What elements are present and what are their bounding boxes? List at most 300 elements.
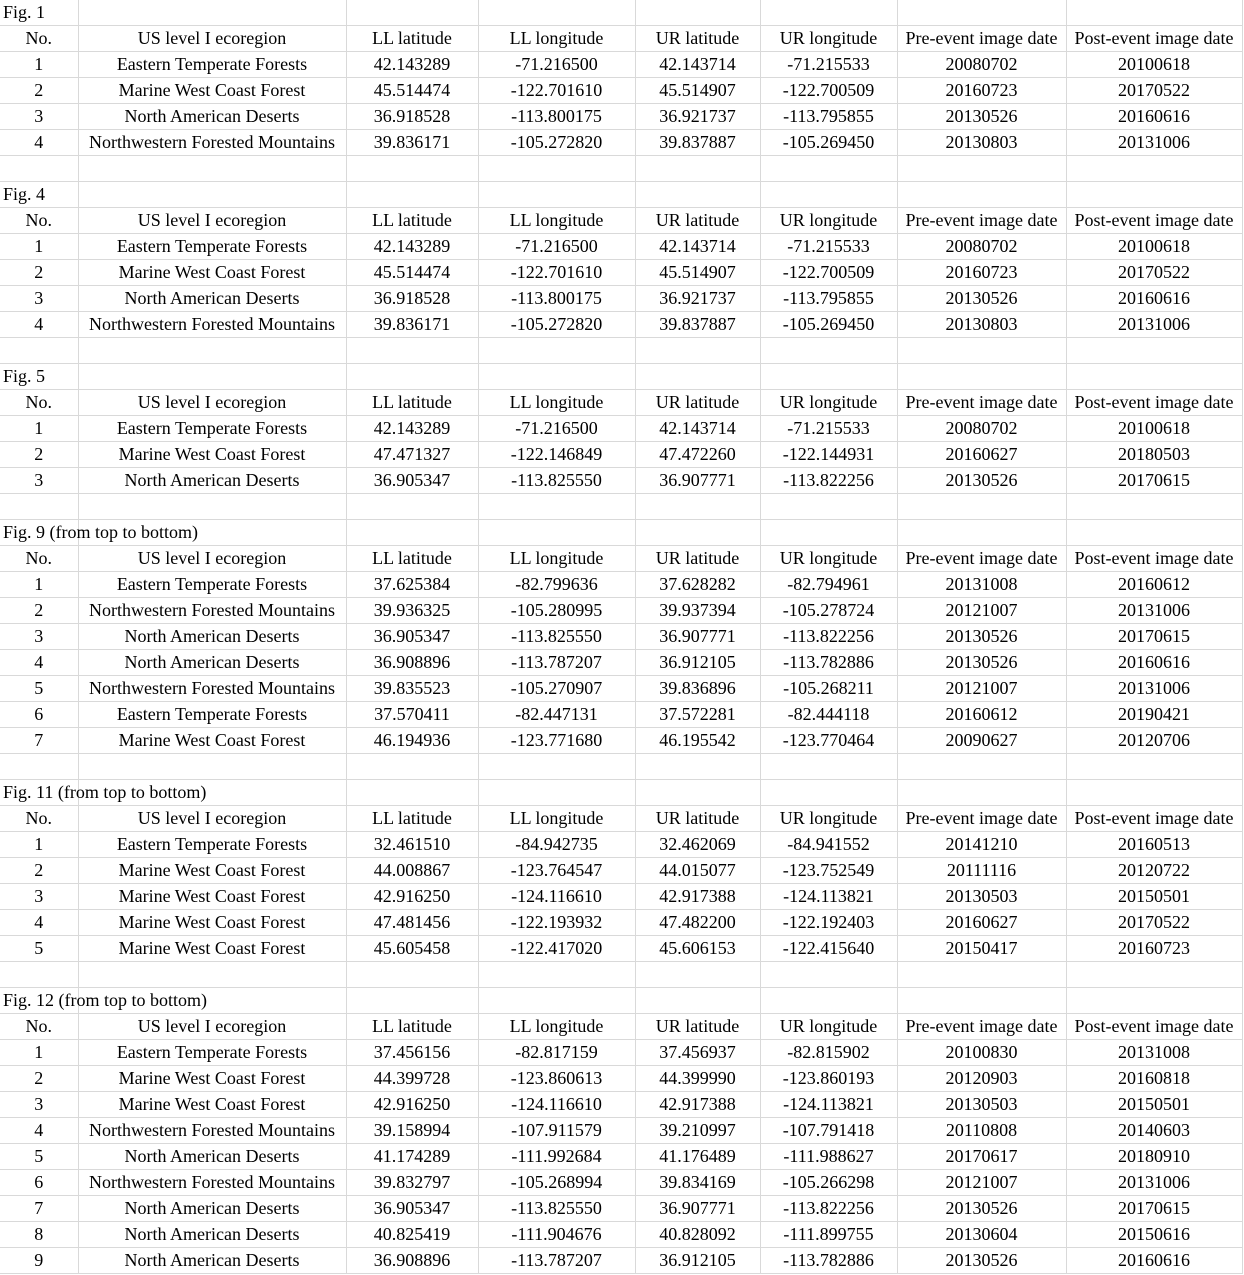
data-cell[interactable]: 20141210 — [897, 832, 1066, 858]
data-cell[interactable]: 20170615 — [1066, 1196, 1242, 1222]
column-header-cell[interactable]: Post-event image date — [1066, 390, 1242, 416]
data-cell[interactable]: Eastern Temperate Forests — [78, 52, 346, 78]
section-title-cell[interactable] — [0, 520, 198, 546]
data-cell[interactable]: -111.992684 — [478, 1144, 635, 1170]
data-cell[interactable]: North American Deserts — [78, 1222, 346, 1248]
empty-cell[interactable] — [760, 520, 897, 546]
column-header-cell[interactable]: LL longitude — [478, 1014, 635, 1040]
data-cell[interactable]: -105.272820 — [478, 312, 635, 338]
data-cell[interactable]: -71.215533 — [760, 52, 897, 78]
column-header-cell[interactable]: US level I ecoregion — [78, 390, 346, 416]
data-cell[interactable]: 20130526 — [897, 1196, 1066, 1222]
data-cell[interactable]: Northwestern Forested Mountains — [78, 130, 346, 156]
empty-cell[interactable] — [635, 494, 760, 520]
data-cell[interactable]: 8 — [0, 1222, 78, 1248]
data-cell[interactable]: 9 — [0, 1248, 78, 1274]
data-cell[interactable]: North American Deserts — [78, 468, 346, 494]
data-cell[interactable]: 20120706 — [1066, 728, 1242, 754]
empty-cell[interactable] — [1066, 182, 1242, 208]
data-cell[interactable]: 42.143714 — [635, 234, 760, 260]
data-cell[interactable]: Eastern Temperate Forests — [78, 416, 346, 442]
data-cell[interactable]: Northwestern Forested Mountains — [78, 1118, 346, 1144]
data-cell[interactable]: -107.791418 — [760, 1118, 897, 1144]
empty-cell[interactable] — [1066, 754, 1242, 780]
empty-cell[interactable] — [346, 754, 478, 780]
empty-cell[interactable] — [760, 988, 897, 1014]
column-header-cell[interactable]: UR longitude — [760, 806, 897, 832]
section-title-cell[interactable] — [0, 0, 78, 26]
empty-cell[interactable] — [78, 0, 346, 26]
empty-cell[interactable] — [78, 364, 346, 390]
data-cell[interactable]: -107.911579 — [478, 1118, 635, 1144]
data-cell[interactable]: 20170615 — [1066, 624, 1242, 650]
data-cell[interactable]: 36.905347 — [346, 624, 478, 650]
data-cell[interactable]: 47.471327 — [346, 442, 478, 468]
data-cell[interactable]: Marine West Coast Forest — [78, 936, 346, 962]
empty-cell[interactable] — [760, 754, 897, 780]
data-cell[interactable]: Eastern Temperate Forests — [78, 572, 346, 598]
data-cell[interactable]: Marine West Coast Forest — [78, 78, 346, 104]
data-cell[interactable]: North American Deserts — [78, 1196, 346, 1222]
data-cell[interactable]: 20121007 — [897, 1170, 1066, 1196]
data-cell[interactable]: 36.907771 — [635, 468, 760, 494]
data-cell[interactable]: -122.192403 — [760, 910, 897, 936]
data-cell[interactable]: Marine West Coast Forest — [78, 728, 346, 754]
data-cell[interactable]: -111.904676 — [478, 1222, 635, 1248]
data-cell[interactable]: 46.194936 — [346, 728, 478, 754]
empty-cell[interactable] — [478, 754, 635, 780]
data-cell[interactable]: 39.836171 — [346, 312, 478, 338]
column-header-cell[interactable]: Pre-event image date — [897, 390, 1066, 416]
empty-cell[interactable] — [0, 494, 78, 520]
data-cell[interactable]: North American Deserts — [78, 104, 346, 130]
data-cell[interactable]: 42.916250 — [346, 1092, 478, 1118]
data-cell[interactable]: 39.936325 — [346, 598, 478, 624]
data-cell[interactable]: 20130803 — [897, 130, 1066, 156]
data-cell[interactable]: 20110808 — [897, 1118, 1066, 1144]
data-cell[interactable]: 20190421 — [1066, 702, 1242, 728]
data-cell[interactable]: 1 — [0, 1040, 78, 1066]
data-cell[interactable]: 20160513 — [1066, 832, 1242, 858]
column-header-cell[interactable]: US level I ecoregion — [78, 806, 346, 832]
data-cell[interactable]: 6 — [0, 702, 78, 728]
empty-cell[interactable] — [1066, 988, 1242, 1014]
column-header-cell[interactable]: LL latitude — [346, 26, 478, 52]
column-header-cell[interactable]: Post-event image date — [1066, 546, 1242, 572]
data-cell[interactable]: -71.215533 — [760, 416, 897, 442]
data-cell[interactable]: -105.272820 — [478, 130, 635, 156]
empty-cell[interactable] — [897, 988, 1066, 1014]
data-cell[interactable]: 20100830 — [897, 1040, 1066, 1066]
empty-cell[interactable] — [78, 338, 346, 364]
data-cell[interactable]: 20120903 — [897, 1066, 1066, 1092]
data-cell[interactable]: 20170617 — [897, 1144, 1066, 1170]
empty-cell[interactable] — [897, 780, 1066, 806]
empty-cell[interactable] — [478, 364, 635, 390]
data-cell[interactable]: -113.800175 — [478, 286, 635, 312]
empty-cell[interactable] — [346, 520, 478, 546]
column-header-cell[interactable]: UR latitude — [635, 208, 760, 234]
empty-cell[interactable] — [635, 364, 760, 390]
data-cell[interactable]: -113.822256 — [760, 624, 897, 650]
empty-cell[interactable] — [346, 338, 478, 364]
column-header-cell[interactable]: UR latitude — [635, 806, 760, 832]
column-header-cell[interactable]: UR longitude — [760, 546, 897, 572]
column-header-cell[interactable]: Post-event image date — [1066, 1014, 1242, 1040]
data-cell[interactable]: 47.481456 — [346, 910, 478, 936]
data-cell[interactable]: 20150616 — [1066, 1222, 1242, 1248]
empty-cell[interactable] — [346, 988, 478, 1014]
data-cell[interactable]: 37.456937 — [635, 1040, 760, 1066]
data-cell[interactable]: 36.912105 — [635, 1248, 760, 1274]
empty-cell[interactable] — [346, 962, 478, 988]
data-cell[interactable]: 20140603 — [1066, 1118, 1242, 1144]
data-cell[interactable]: 37.628282 — [635, 572, 760, 598]
data-cell[interactable]: 20150501 — [1066, 884, 1242, 910]
empty-cell[interactable] — [78, 962, 346, 988]
data-cell[interactable]: 39.158994 — [346, 1118, 478, 1144]
data-cell[interactable]: 20130503 — [897, 1092, 1066, 1118]
data-cell[interactable]: 20130526 — [897, 468, 1066, 494]
data-cell[interactable]: 20100618 — [1066, 52, 1242, 78]
empty-cell[interactable] — [635, 754, 760, 780]
empty-cell[interactable] — [1066, 520, 1242, 546]
data-cell[interactable]: 7 — [0, 728, 78, 754]
column-header-cell[interactable]: LL latitude — [346, 208, 478, 234]
data-cell[interactable]: 5 — [0, 936, 78, 962]
empty-cell[interactable] — [760, 338, 897, 364]
data-cell[interactable]: 36.905347 — [346, 1196, 478, 1222]
data-cell[interactable]: North American Deserts — [78, 624, 346, 650]
data-cell[interactable]: 36.905347 — [346, 468, 478, 494]
data-cell[interactable]: 45.514907 — [635, 78, 760, 104]
data-cell[interactable]: -105.268211 — [760, 676, 897, 702]
data-cell[interactable]: -105.268994 — [478, 1170, 635, 1196]
data-cell[interactable]: -124.113821 — [760, 884, 897, 910]
section-title-cell[interactable] — [0, 988, 207, 1014]
data-cell[interactable]: 20160616 — [1066, 1248, 1242, 1274]
column-header-cell[interactable]: Post-event image date — [1066, 806, 1242, 832]
data-cell[interactable]: -113.825550 — [478, 1196, 635, 1222]
data-cell[interactable]: 3 — [0, 1092, 78, 1118]
column-header-cell[interactable]: No. — [0, 1014, 78, 1040]
data-cell[interactable]: Marine West Coast Forest — [78, 910, 346, 936]
empty-cell[interactable] — [1066, 338, 1242, 364]
column-header-cell[interactable]: UR longitude — [760, 26, 897, 52]
data-cell[interactable]: -113.822256 — [760, 1196, 897, 1222]
data-cell[interactable]: 32.461510 — [346, 832, 478, 858]
data-cell[interactable]: 20130803 — [897, 312, 1066, 338]
empty-cell[interactable] — [1066, 0, 1242, 26]
empty-cell[interactable] — [78, 754, 346, 780]
empty-cell[interactable] — [760, 494, 897, 520]
data-cell[interactable]: 45.605458 — [346, 936, 478, 962]
empty-cell[interactable] — [760, 0, 897, 26]
data-cell[interactable]: -113.787207 — [478, 1248, 635, 1274]
data-cell[interactable]: -71.215533 — [760, 234, 897, 260]
data-cell[interactable]: 36.912105 — [635, 650, 760, 676]
data-cell[interactable]: 20150417 — [897, 936, 1066, 962]
data-cell[interactable]: 20080702 — [897, 416, 1066, 442]
data-cell[interactable]: -82.799636 — [478, 572, 635, 598]
data-cell[interactable]: 1 — [0, 234, 78, 260]
data-cell[interactable]: 20131006 — [1066, 598, 1242, 624]
data-cell[interactable]: 20170522 — [1066, 910, 1242, 936]
data-cell[interactable]: 4 — [0, 312, 78, 338]
data-cell[interactable]: Northwestern Forested Mountains — [78, 312, 346, 338]
data-cell[interactable]: -82.794961 — [760, 572, 897, 598]
data-cell[interactable]: 41.176489 — [635, 1144, 760, 1170]
data-cell[interactable]: 39.835523 — [346, 676, 478, 702]
data-cell[interactable]: Eastern Temperate Forests — [78, 1040, 346, 1066]
data-cell[interactable]: -122.417020 — [478, 936, 635, 962]
data-cell[interactable]: -105.280995 — [478, 598, 635, 624]
data-cell[interactable]: 3 — [0, 468, 78, 494]
data-cell[interactable]: 41.174289 — [346, 1144, 478, 1170]
empty-cell[interactable] — [897, 962, 1066, 988]
data-cell[interactable]: 20120722 — [1066, 858, 1242, 884]
data-cell[interactable]: 39.836171 — [346, 130, 478, 156]
data-cell[interactable]: 2 — [0, 858, 78, 884]
data-cell[interactable]: North American Deserts — [78, 1248, 346, 1274]
data-cell[interactable]: 4 — [0, 130, 78, 156]
empty-cell[interactable] — [346, 0, 478, 26]
data-cell[interactable]: 20130526 — [897, 650, 1066, 676]
data-cell[interactable]: Marine West Coast Forest — [78, 884, 346, 910]
column-header-cell[interactable]: Post-event image date — [1066, 26, 1242, 52]
data-cell[interactable]: -113.787207 — [478, 650, 635, 676]
data-cell[interactable]: -123.752549 — [760, 858, 897, 884]
data-cell[interactable]: 20170522 — [1066, 78, 1242, 104]
empty-cell[interactable] — [760, 182, 897, 208]
data-cell[interactable]: -113.822256 — [760, 468, 897, 494]
data-cell[interactable]: 6 — [0, 1170, 78, 1196]
column-header-cell[interactable]: UR latitude — [635, 1014, 760, 1040]
column-header-cell[interactable]: LL longitude — [478, 26, 635, 52]
data-cell[interactable]: 1 — [0, 572, 78, 598]
data-cell[interactable]: -113.795855 — [760, 104, 897, 130]
data-cell[interactable]: 32.462069 — [635, 832, 760, 858]
data-cell[interactable]: -123.770464 — [760, 728, 897, 754]
data-cell[interactable]: 2 — [0, 260, 78, 286]
data-cell[interactable]: 47.472260 — [635, 442, 760, 468]
data-cell[interactable]: 20170522 — [1066, 260, 1242, 286]
empty-cell[interactable] — [478, 182, 635, 208]
data-cell[interactable]: 20160612 — [1066, 572, 1242, 598]
data-cell[interactable]: 42.917388 — [635, 1092, 760, 1118]
data-cell[interactable]: 3 — [0, 884, 78, 910]
data-cell[interactable]: 36.921737 — [635, 104, 760, 130]
data-cell[interactable]: 20130526 — [897, 624, 1066, 650]
data-cell[interactable]: 20160616 — [1066, 650, 1242, 676]
empty-cell[interactable] — [478, 780, 635, 806]
data-cell[interactable]: 20160612 — [897, 702, 1066, 728]
data-cell[interactable]: 3 — [0, 286, 78, 312]
data-cell[interactable]: 37.456156 — [346, 1040, 478, 1066]
empty-cell[interactable] — [346, 494, 478, 520]
data-cell[interactable]: 42.916250 — [346, 884, 478, 910]
data-cell[interactable]: North American Deserts — [78, 650, 346, 676]
empty-cell[interactable] — [635, 520, 760, 546]
data-cell[interactable]: -71.216500 — [478, 234, 635, 260]
data-cell[interactable]: -113.825550 — [478, 624, 635, 650]
data-cell[interactable]: -122.146849 — [478, 442, 635, 468]
data-cell[interactable]: -105.269450 — [760, 312, 897, 338]
data-cell[interactable]: -105.266298 — [760, 1170, 897, 1196]
data-cell[interactable]: 20131006 — [1066, 676, 1242, 702]
data-cell[interactable]: 39.837887 — [635, 312, 760, 338]
data-cell[interactable]: 1 — [0, 416, 78, 442]
empty-cell[interactable] — [897, 338, 1066, 364]
data-cell[interactable]: North American Deserts — [78, 1144, 346, 1170]
column-header-cell[interactable]: UR longitude — [760, 390, 897, 416]
data-cell[interactable]: Northwestern Forested Mountains — [78, 598, 346, 624]
empty-cell[interactable] — [0, 156, 78, 182]
data-cell[interactable]: -122.415640 — [760, 936, 897, 962]
data-cell[interactable]: 3 — [0, 624, 78, 650]
data-cell[interactable]: 20170615 — [1066, 468, 1242, 494]
section-title-cell[interactable] — [0, 182, 78, 208]
empty-cell[interactable] — [635, 988, 760, 1014]
column-header-cell[interactable]: US level I ecoregion — [78, 208, 346, 234]
data-cell[interactable]: 44.008867 — [346, 858, 478, 884]
data-cell[interactable]: 20130604 — [897, 1222, 1066, 1248]
data-cell[interactable]: 20131006 — [1066, 1170, 1242, 1196]
empty-cell[interactable] — [897, 156, 1066, 182]
data-cell[interactable]: 4 — [0, 910, 78, 936]
data-cell[interactable]: Marine West Coast Forest — [78, 260, 346, 286]
data-cell[interactable]: 4 — [0, 1118, 78, 1144]
data-cell[interactable]: -82.447131 — [478, 702, 635, 728]
data-cell[interactable]: -122.193932 — [478, 910, 635, 936]
data-cell[interactable]: -71.216500 — [478, 416, 635, 442]
data-cell[interactable]: -113.782886 — [760, 1248, 897, 1274]
data-cell[interactable]: 39.210997 — [635, 1118, 760, 1144]
column-header-cell[interactable]: UR longitude — [760, 1014, 897, 1040]
data-cell[interactable]: 45.514474 — [346, 78, 478, 104]
data-cell[interactable]: 20160616 — [1066, 104, 1242, 130]
empty-cell[interactable] — [478, 962, 635, 988]
data-cell[interactable]: 36.918528 — [346, 104, 478, 130]
data-cell[interactable]: -122.144931 — [760, 442, 897, 468]
column-header-cell[interactable]: LL latitude — [346, 806, 478, 832]
data-cell[interactable]: -113.825550 — [478, 468, 635, 494]
data-cell[interactable]: -122.701610 — [478, 78, 635, 104]
data-cell[interactable]: 44.399728 — [346, 1066, 478, 1092]
empty-cell[interactable] — [1066, 364, 1242, 390]
data-cell[interactable]: -124.116610 — [478, 884, 635, 910]
data-cell[interactable]: 20160616 — [1066, 286, 1242, 312]
data-cell[interactable]: 20130526 — [897, 286, 1066, 312]
column-header-cell[interactable]: UR latitude — [635, 390, 760, 416]
column-header-cell[interactable]: Pre-event image date — [897, 208, 1066, 234]
data-cell[interactable]: 7 — [0, 1196, 78, 1222]
column-header-cell[interactable]: Pre-event image date — [897, 26, 1066, 52]
column-header-cell[interactable]: Pre-event image date — [897, 806, 1066, 832]
empty-cell[interactable] — [0, 962, 78, 988]
data-cell[interactable]: Northwestern Forested Mountains — [78, 676, 346, 702]
column-header-cell[interactable]: LL longitude — [478, 546, 635, 572]
data-cell[interactable]: 20160627 — [897, 910, 1066, 936]
data-cell[interactable]: 42.143289 — [346, 416, 478, 442]
data-cell[interactable]: 47.482200 — [635, 910, 760, 936]
data-cell[interactable]: -124.116610 — [478, 1092, 635, 1118]
data-cell[interactable]: 36.907771 — [635, 1196, 760, 1222]
empty-cell[interactable] — [0, 754, 78, 780]
empty-cell[interactable] — [346, 182, 478, 208]
data-cell[interactable]: -71.216500 — [478, 52, 635, 78]
data-cell[interactable]: 44.399990 — [635, 1066, 760, 1092]
data-cell[interactable]: 39.832797 — [346, 1170, 478, 1196]
data-cell[interactable]: 46.195542 — [635, 728, 760, 754]
empty-cell[interactable] — [78, 182, 346, 208]
data-cell[interactable]: 42.143714 — [635, 52, 760, 78]
data-cell[interactable]: -82.444118 — [760, 702, 897, 728]
data-cell[interactable]: 20080702 — [897, 234, 1066, 260]
empty-cell[interactable] — [478, 0, 635, 26]
data-cell[interactable]: 20100618 — [1066, 234, 1242, 260]
data-cell[interactable]: 37.570411 — [346, 702, 478, 728]
data-cell[interactable]: 45.606153 — [635, 936, 760, 962]
data-cell[interactable]: -124.113821 — [760, 1092, 897, 1118]
data-cell[interactable]: 20160818 — [1066, 1066, 1242, 1092]
data-cell[interactable]: -84.942735 — [478, 832, 635, 858]
data-cell[interactable]: -122.700509 — [760, 78, 897, 104]
empty-cell[interactable] — [897, 364, 1066, 390]
empty-cell[interactable] — [346, 156, 478, 182]
empty-cell[interactable] — [1066, 780, 1242, 806]
empty-cell[interactable] — [635, 338, 760, 364]
data-cell[interactable]: Eastern Temperate Forests — [78, 702, 346, 728]
data-cell[interactable]: 4 — [0, 650, 78, 676]
column-header-cell[interactable]: Pre-event image date — [897, 546, 1066, 572]
empty-cell[interactable] — [760, 962, 897, 988]
empty-cell[interactable] — [635, 962, 760, 988]
data-cell[interactable]: 42.143714 — [635, 416, 760, 442]
data-cell[interactable]: 39.837887 — [635, 130, 760, 156]
data-cell[interactable]: 20160627 — [897, 442, 1066, 468]
column-header-cell[interactable]: LL latitude — [346, 1014, 478, 1040]
data-cell[interactable]: -113.782886 — [760, 650, 897, 676]
data-cell[interactable]: -113.800175 — [478, 104, 635, 130]
empty-cell[interactable] — [635, 0, 760, 26]
empty-cell[interactable] — [478, 520, 635, 546]
data-cell[interactable]: Marine West Coast Forest — [78, 858, 346, 884]
data-cell[interactable]: 20130526 — [897, 1248, 1066, 1274]
data-cell[interactable]: 42.143289 — [346, 52, 478, 78]
data-cell[interactable]: 36.921737 — [635, 286, 760, 312]
empty-cell[interactable] — [78, 494, 346, 520]
data-cell[interactable]: 2 — [0, 1066, 78, 1092]
column-header-cell[interactable]: Post-event image date — [1066, 208, 1242, 234]
data-cell[interactable]: 20111116 — [897, 858, 1066, 884]
data-cell[interactable]: Marine West Coast Forest — [78, 1092, 346, 1118]
data-cell[interactable]: 20131008 — [1066, 1040, 1242, 1066]
column-header-cell[interactable]: UR longitude — [760, 208, 897, 234]
column-header-cell[interactable]: US level I ecoregion — [78, 1014, 346, 1040]
data-cell[interactable]: -111.899755 — [760, 1222, 897, 1248]
empty-cell[interactable] — [346, 364, 478, 390]
data-cell[interactable]: Marine West Coast Forest — [78, 442, 346, 468]
column-header-cell[interactable]: LL longitude — [478, 390, 635, 416]
data-cell[interactable]: 39.834169 — [635, 1170, 760, 1196]
data-cell[interactable]: 44.015077 — [635, 858, 760, 884]
column-header-cell[interactable]: No. — [0, 26, 78, 52]
data-cell[interactable]: 20121007 — [897, 676, 1066, 702]
column-header-cell[interactable]: LL longitude — [478, 806, 635, 832]
column-header-cell[interactable]: UR latitude — [635, 546, 760, 572]
data-cell[interactable]: Northwestern Forested Mountains — [78, 1170, 346, 1196]
